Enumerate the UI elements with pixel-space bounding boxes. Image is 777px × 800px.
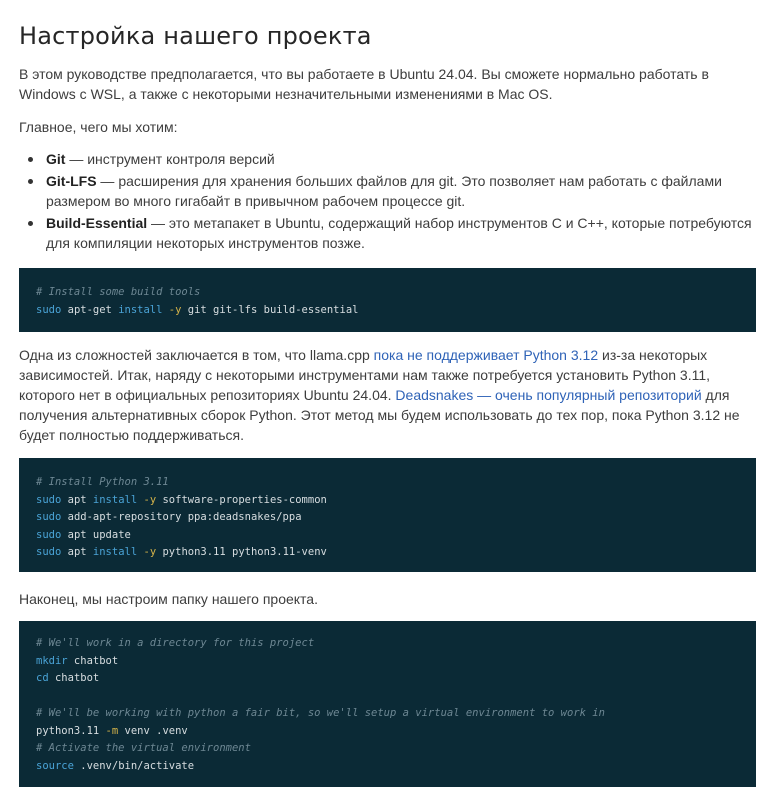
code-comment: # Install some build tools bbox=[36, 286, 201, 298]
code-keyword: source bbox=[36, 759, 74, 772]
code-text: venv .venv bbox=[118, 724, 188, 737]
code-text: python3.11 bbox=[36, 724, 106, 737]
code-comment: # We'll be working with python a fair bit, so we'll setup a virtual environment to work in bbox=[36, 707, 605, 719]
list-item-term: Git-LFS bbox=[46, 173, 97, 189]
code-flag: -y bbox=[168, 303, 182, 316]
code-line bbox=[36, 474, 756, 492]
code-keyword: install bbox=[118, 303, 163, 316]
list-item-desc: — это метапакет в Ubuntu, содержащий набор инструментов C и C++, которые потребуются для компиляции некоторых инструментов позже. bbox=[46, 215, 752, 251]
code-line bbox=[36, 492, 756, 510]
code-text: apt bbox=[61, 493, 93, 506]
paragraph-text: для получения альтернативных сборок Python. Этот метод мы будем использовать до тех пор, пока Python 3.12 не будет полностью поддерживаться. bbox=[19, 387, 740, 443]
code-keyword: cd bbox=[36, 672, 49, 684]
code-text: software-properties-common bbox=[156, 493, 327, 506]
code-flag: -y bbox=[143, 546, 157, 558]
code-line bbox=[36, 635, 756, 653]
paragraph-text: из-за некоторых зависимостей. Итак, наряду с некоторыми инструментами нам также потребуется установить Python 3.11, которого нет в официальных репозиториях Ubuntu 24.04. bbox=[19, 347, 711, 403]
code-line bbox=[36, 509, 756, 527]
page-title: Настройка нашего проекта bbox=[19, 22, 372, 50]
code-block-python[interactable] bbox=[19, 458, 756, 572]
code-keyword: sudo bbox=[36, 303, 62, 316]
python-paragraph bbox=[19, 345, 754, 445]
code-text: .venv/bin/activate bbox=[73, 759, 195, 772]
bullet-icon bbox=[28, 157, 33, 162]
code-comment: # Install Python 3.11 bbox=[36, 476, 169, 488]
code-line bbox=[36, 302, 756, 320]
list-item-term: Git bbox=[46, 151, 66, 167]
code-line bbox=[36, 284, 756, 302]
code-line-blank bbox=[36, 688, 756, 706]
code-keyword: mkdir bbox=[36, 654, 68, 667]
code-keyword: sudo bbox=[36, 511, 62, 523]
code-line bbox=[36, 670, 756, 688]
list-item bbox=[19, 213, 754, 253]
python-support-link[interactable]: пока не поддерживает Python 3.12 bbox=[373, 347, 599, 363]
code-block-project-folder[interactable] bbox=[19, 621, 756, 787]
list-item-desc: — инструмент контроля версий bbox=[65, 151, 275, 167]
folder-paragraph: Наконец, мы настроим папку нашего проекта. bbox=[19, 591, 318, 607]
code-text: chatbot bbox=[67, 654, 119, 667]
code-text: chatbot bbox=[48, 672, 100, 684]
code-keyword: install bbox=[92, 493, 138, 506]
paragraph-text: Одна из сложностей заключается в том, что llama.cpp bbox=[19, 347, 374, 363]
code-text: git git-lfs build-essential bbox=[181, 303, 359, 316]
list-item-term: Build-Essential bbox=[46, 215, 148, 231]
code-block-build-tools[interactable] bbox=[19, 268, 756, 332]
code-line bbox=[36, 758, 756, 776]
code-text: apt bbox=[61, 546, 93, 558]
want-label: Главное, чего мы хотим: bbox=[19, 119, 178, 135]
code-keyword: sudo bbox=[36, 528, 62, 541]
code-flag: -m bbox=[105, 724, 119, 737]
list-item bbox=[19, 171, 754, 211]
code-line bbox=[36, 740, 756, 758]
code-line bbox=[36, 705, 756, 723]
intro-paragraph: В этом руководстве предполагается, что вы работаете в Ubuntu 24.04. Вы сможете нормально работать в Windows с WSL, а также с некоторыми незначительными изменениями в Mac OS. bbox=[19, 66, 709, 102]
requirements-list bbox=[19, 149, 754, 255]
code-keyword: sudo bbox=[36, 493, 62, 506]
list-item bbox=[19, 149, 754, 169]
code-text: python3.11 python3.11-venv bbox=[156, 546, 327, 558]
code-keyword: install bbox=[92, 546, 138, 558]
code-comment: # Activate the virtual environment bbox=[36, 742, 251, 754]
code-text: apt-get bbox=[61, 303, 119, 316]
code-line bbox=[36, 723, 756, 741]
bullet-icon bbox=[28, 179, 33, 184]
code-comment: # We'll work in a directory for this project bbox=[36, 637, 315, 649]
code-text: add-apt-repository ppa:deadsnakes/ppa bbox=[61, 511, 302, 523]
code-line bbox=[36, 544, 756, 562]
code-flag: -y bbox=[143, 493, 157, 506]
bullet-icon bbox=[28, 221, 33, 226]
code-line bbox=[36, 527, 756, 545]
code-keyword: sudo bbox=[36, 546, 62, 558]
list-item-desc: — расширения для хранения больших файлов для git. Это позволяет нам работать с файлами размером во много гигабайт в привычном рабочем процессе git. bbox=[46, 173, 722, 209]
code-text: apt update bbox=[61, 528, 131, 541]
code-line bbox=[36, 653, 756, 671]
deadsnakes-link[interactable]: Deadsnakes — очень популярный репозиторий bbox=[395, 387, 702, 403]
